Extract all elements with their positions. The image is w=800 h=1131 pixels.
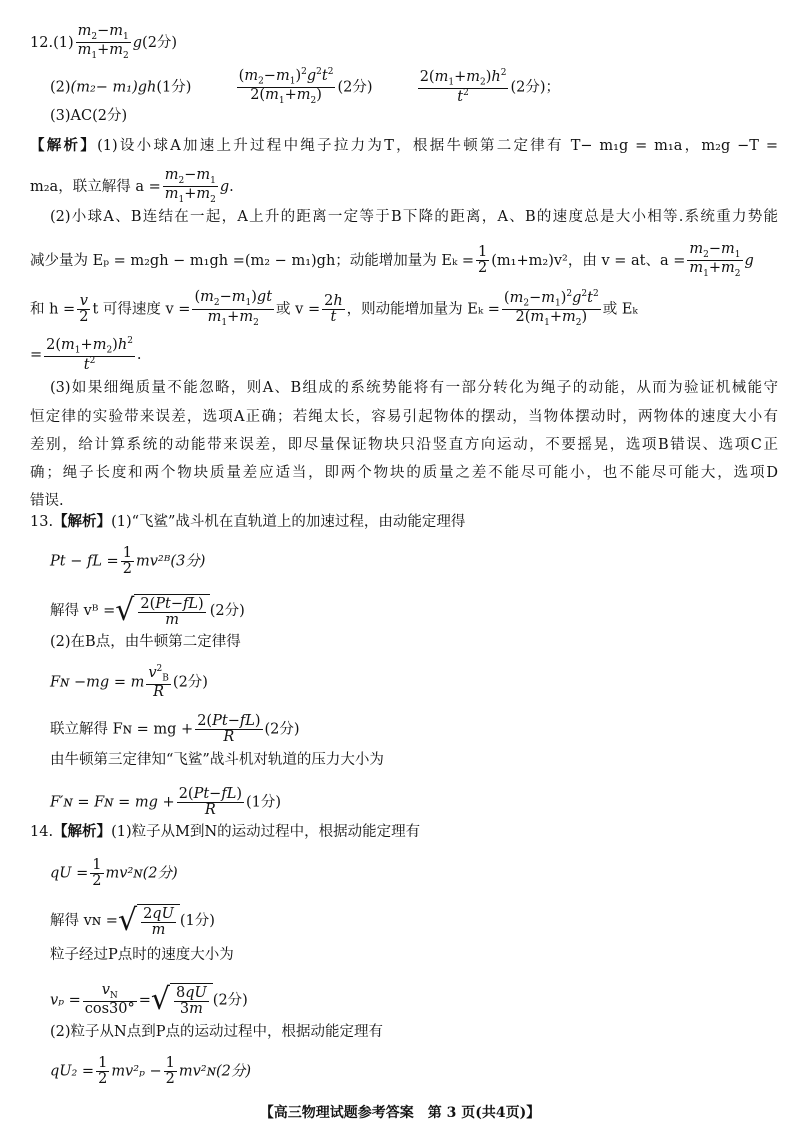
q14-eq3-pre: qU₂ =: [50, 1063, 95, 1080]
frac-ek-1: $\frac{(m_2-m_1)^2g^2t^2}{2(m_1+m_2)}$: [238, 67, 334, 107]
q12-a2-line3-mid: t 可得速度 v =: [92, 301, 191, 318]
q12-number: 12.: [30, 34, 54, 51]
q12-part1: 12.(1) $\frac{m_2-m_1}{m_1+m_2}$ g(2分): [30, 23, 178, 62]
q13-sol2: [50, 714, 778, 745]
q12-a3-line2: 恒定律的实验带来误差，选项A正确；若绳太长，容易引起物体的摆动，当物体摆动时，两物体的速度大小有: [30, 409, 778, 425]
q12-p2-label: (2): [50, 79, 71, 96]
q12-a2-line3-end: 或 Eₖ: [602, 301, 638, 318]
frac-half-14b: $\frac{1}{2}$: [98, 1055, 108, 1088]
q14-l1: (1)粒子从M到N的运动过程中，根据动能定理有: [111, 824, 421, 840]
q13-l2: (2)在B点，由牛顿第二定律得: [50, 634, 241, 650]
q13-number: 13.: [30, 514, 54, 530]
frac-v-gt: $\frac{(m_2-m_1)gt}{m_1+m_2}$: [194, 289, 273, 328]
q12-a3-line5: 错误.: [30, 493, 64, 509]
frac-half: $\frac{1}{2}$: [478, 244, 488, 277]
q14-eq2-pre: vₚ =: [50, 992, 81, 1009]
q12-p2-expr-a: (m₂− m₁)gh: [70, 79, 157, 96]
q14-eq2: vₚ = $\frac{v_N}{\cos 30^\circ}$ =√ $\frac{8qU}{3m}$ (2分): [50, 982, 248, 1018]
q14-sol1-score: (1分): [179, 913, 215, 930]
q14-eq3-post: mv²ɴ(2分): [178, 1063, 252, 1080]
q13-l3: 由牛顿第三定律知“飞鲨”战斗机对轨道的压力大小为: [50, 752, 384, 768]
q13-header: [30, 512, 778, 532]
q14-eq1-post: mv²ɴ(2分): [105, 865, 178, 882]
q13-sol2-pre: 联立解得 Fɴ = mg +: [50, 721, 194, 738]
q14-eq3: [50, 1056, 778, 1087]
q12-part2: [50, 68, 778, 106]
q12-p2-score-c: (2分)；: [510, 79, 561, 96]
q13-eq3-score: (1分): [246, 794, 282, 811]
frac-a-2: $\frac{m_2-m_1}{m_1+m_2}$: [689, 241, 741, 280]
q12-a2-line3-pre: 和 h =: [30, 301, 76, 318]
frac-ek-3: $\frac{(m_2-m_1)^2g^2t^2}{2(m_1+m_2)}$: [503, 289, 599, 329]
sqrt-vn: √ $\frac{2qU}{m}$: [118, 904, 180, 938]
page-footer: 【高三物理试题参考答案 第 3 页(共4页)】: [259, 1105, 541, 1121]
q12-a2-line2-mid: (m₁+m₂)v²，由 v = at、a =: [491, 252, 686, 269]
frac-fn-2: $\frac{2(Pt-fL)}{R}$: [178, 786, 242, 819]
frac-2h-t: $\frac{2h}{t}$: [324, 292, 343, 325]
q13-tag: 【解析】: [53, 513, 112, 530]
q14-l2: 粒子经过P点时的速度大小为: [50, 947, 234, 963]
q12-analysis-1b: m₂a，联立解得 a = $\frac{m_2-m_1}{m_1+m_2}$ g.: [30, 167, 234, 206]
q12-a3-line4: 确；绳子长度和两个物块质量差应适当，即两个物块的质量之差不能尽可能小，也不能尽可能大，选项D: [30, 465, 778, 481]
q12-part3: (3)AC(2分): [50, 108, 128, 124]
q13-eq3: [50, 787, 778, 818]
sqrt-vb: √ $\frac{2(Pt-fL)}{m}$: [115, 594, 209, 628]
frac-vn-cos: $\frac{v_N}{\cos 30^\circ}$: [84, 982, 135, 1018]
q14-eq2-score: (2分): [212, 992, 248, 1009]
q14-number: 14.: [30, 824, 54, 840]
q12-p2-score-b: (2分): [337, 79, 373, 96]
q14-tag: 【解析】: [53, 823, 112, 840]
q12-p1-score: (2分): [142, 34, 178, 51]
q13-l1: (1)“飞鲨”战斗机在直轨道上的加速过程，由动能定理得: [111, 514, 466, 530]
q13-sol1-pre: 解得 vᴮ =: [50, 603, 116, 620]
q13-sol1: [50, 594, 778, 628]
q14-sol1-pre: 解得 vɴ =: [50, 913, 118, 930]
frac-ek-4: $\frac{2(m_1+m_2)h^2}{t^2}$: [46, 336, 133, 373]
q12-a3-line1: (3)如果细绳质量不能忽略，则A、B组成的系统势能将有一部分转化为绳子的动能，从而为验证机械能守: [50, 380, 778, 396]
q12-analysis-1: [30, 136, 778, 156]
q12-a1-line2: m₂a，联立解得 a =: [30, 178, 161, 195]
q12-p2-score-a: (1分): [156, 79, 192, 96]
q12-a2-line4: = $\frac{2(m_1+m_2)h^2}{t^2}$ .: [30, 336, 142, 373]
q12-a2-line3-post: ，则动能增加量为 Eₖ =: [346, 301, 500, 318]
q12-a2-line3-or: 或 v =: [276, 301, 321, 318]
q12-a2-line1: (2)小球A、B连结在一起，A上升的距离一定等于B下降的距离，A、B的速度总是大小相等.系统重力势能: [50, 209, 778, 225]
q13-sol1-score: (2分): [209, 603, 245, 620]
q12-a3-line3: 差别，给计算系统的动能带来误差，即尽量保证物块只沿竖直方向运动，不要摇晃，选项B错误、选项C正: [30, 437, 778, 453]
frac-half-14: $\frac{1}{2}$: [92, 857, 102, 890]
q12-a2-line3: [30, 290, 778, 328]
q14-eq1: [50, 858, 778, 889]
q14-l3: (2)粒子从N点到P点的运动过程中，根据动能定理有: [50, 1024, 383, 1040]
frac-half-13: $\frac{1}{2}$: [122, 545, 132, 578]
analysis-tag: 【解析】: [30, 137, 98, 154]
frac-accel: $\frac{m_2-m_1}{m_1+m_2}$: [77, 23, 129, 62]
q13-sol2-score: (2分): [264, 721, 300, 738]
q13-eq2: [50, 665, 778, 700]
frac-ek-2: $\frac{2(m_1+m_2)h^2}{t^2}$: [419, 68, 507, 106]
frac-v-half: $\frac{v}{2}$: [79, 292, 89, 325]
q12-a2-line2-pre: 减少量为 Eₚ = m₂gh − m₁gh =(m₂ − m₁)gh；动能增加量为 Eₖ =: [30, 252, 475, 269]
frac-half-14c: $\frac{1}{2}$: [165, 1055, 175, 1088]
q13-eq1: [50, 546, 778, 577]
frac-a: $\frac{m_2-m_1}{m_1+m_2}$: [164, 167, 216, 206]
q13-eq3-pre: F′ɴ = Fɴ = mg +: [50, 794, 175, 811]
q13-eq2-pre: Fɴ −mg = m: [50, 674, 145, 691]
q12-a2-line2: 减少量为 Eₚ = m₂gh − m₁gh =(m₂ − m₁)gh；动能增加量为 Eₖ = $\frac{1}{2}$ (m₁+m₂)v²，由 v = at、a = $\frac{m_2-m_1}{m_1+m_2}$ g: [30, 241, 754, 280]
sqrt-vp: √ $\frac{8qU}{3m}$: [151, 983, 213, 1017]
q14-header: [30, 822, 778, 842]
q12-a1-line1: (1)设小球A加速上升过程中绳子拉力为T，根据牛顿第二定律有 T− m₁g = m₁a，m₂g −T =: [97, 138, 779, 154]
q13-eq1-pre: Pt − fL =: [50, 553, 119, 570]
q13-eq2-score: (2分): [172, 674, 208, 691]
q14-eq1-pre: qU =: [50, 865, 89, 882]
frac-fn: $\frac{2(Pt-fL)}{R}$: [197, 713, 261, 746]
q12-p1-label: (1): [53, 34, 74, 51]
q14-eq3-mid: mv²ₚ −: [111, 1063, 162, 1080]
q13-eq1-post: mv²ᴮ(3分): [135, 553, 206, 570]
q14-sol1: [50, 904, 778, 938]
frac-vb2-r: $\frac{v^2_B}{R}$: [148, 664, 169, 701]
